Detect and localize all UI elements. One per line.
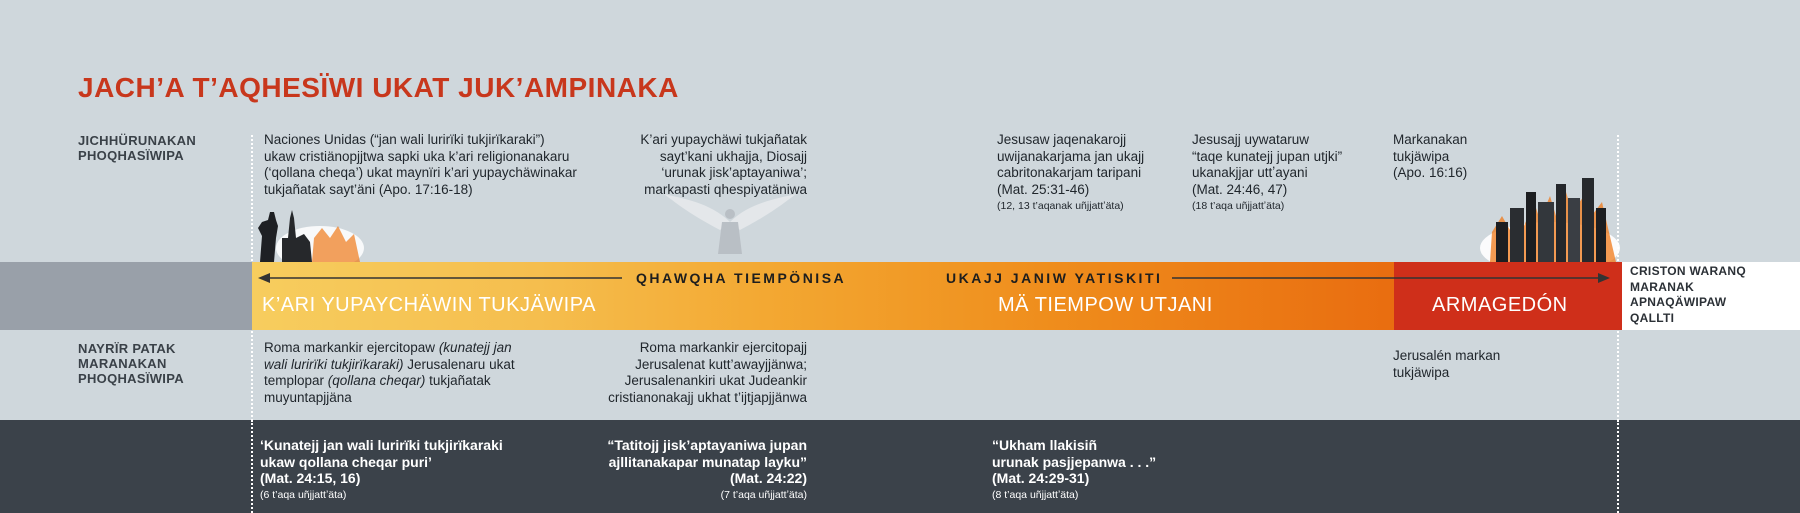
low-text-roman-army <box>264 340 515 406</box>
city-destruction-illustration <box>1476 172 1624 262</box>
text-line: ukanakjjar uttʼayani <box>1192 165 1308 180</box>
angel-illustration <box>660 192 800 262</box>
text-line: tukjañatak sayt’äni (Apo. 17:16-18) <box>264 181 473 197</box>
text-line: (Mat. 24:46, 47) <box>1192 181 1288 197</box>
bottom-quote-cut-short <box>560 437 807 503</box>
text-line: (Mat. 25:31-46) <box>997 181 1090 197</box>
bottom-quote-tribulation <box>992 437 1156 503</box>
top-text-judgment <box>997 132 1144 215</box>
text-line: Jesusaw jaqenakarojj <box>997 132 1127 147</box>
text-line: “Tatitojj jisk’aptayaniwa jupan <box>607 437 807 453</box>
paragraph-ref: (7 t’aqa uñjjattʼäta) <box>720 488 807 501</box>
paragraph-ref: (8 t’aqa uñjjattʼäta) <box>992 488 1079 501</box>
row-label-top-line: PHOQHASÏWIPA <box>78 148 184 163</box>
text-line: APNAQÄWIPAW <box>1630 295 1727 309</box>
paragraph-ref: (18 t’aqa uñjjattʼäta) <box>1192 200 1285 212</box>
text-line: “taqe kunatejj jupan utjki” <box>1192 148 1343 164</box>
text-line: cabritonakarjam taripani <box>997 165 1142 180</box>
text-line: K’ari yupaychäwi tukjañatak <box>640 132 807 147</box>
text-fragment: templopar <box>264 373 328 388</box>
top-text-shortened <box>600 132 807 198</box>
text-line: Naciones Unidas (“jan wali lurirïki tukjirïkaraki”) <box>264 132 545 147</box>
row-label-low-line: MARANAKAN <box>78 356 167 371</box>
axis-label-right: UKAJJ JANIW YATISKITI <box>946 270 1163 286</box>
text-line: tukjäwipa <box>1393 148 1450 164</box>
text-line: ukaw cristiänopjjtwa sapki uka k’ari religionanakaru <box>264 148 570 164</box>
low-text-jerusalem <box>1393 348 1500 381</box>
text-line: Roma markankir ejercitopajj <box>639 340 807 355</box>
text-line: ukaw qollana cheqar puri’ <box>260 453 432 470</box>
row-label-low-line: PHOQHASÏWIPA <box>78 371 184 386</box>
text-line: Markanakan <box>1393 132 1468 147</box>
text-line <box>264 340 515 357</box>
end-dotted-line-bottom <box>1617 420 1619 513</box>
text-fragment: wali lurirïki tukjirïkaraki) <box>264 356 404 372</box>
text-line: “Ukham llakisiñ <box>992 437 1098 453</box>
text-line: Jesusajj uywataruw <box>1192 132 1310 147</box>
text-line: sayt’kani ukhajja, Diosajj <box>659 148 807 164</box>
text-fragment: (qollana cheqar) <box>327 373 426 388</box>
text-line: ajllitanakapar munatap layku” <box>608 453 807 470</box>
text-line: MARANAK <box>1630 279 1695 294</box>
band-segment-period: MÄ TIEMPOW UTJANI <box>998 294 1213 316</box>
text-fragment: tukjañatak <box>425 373 491 388</box>
row-label-low-line: NAYRÏR PATAK <box>78 341 176 356</box>
text-line: CRISTON WARANQ <box>1630 264 1746 278</box>
text-line: ‘Kunatejj jan wali lurirïki tukjirïkaraki <box>260 437 503 453</box>
text-line: uwijanakarjama jan ukajj <box>997 148 1145 164</box>
text-line: QALLTI <box>1630 310 1675 325</box>
text-line: (‘qollana cheqa’) ukat maynïri k’ari yupaychäwinakar <box>264 165 577 180</box>
text-line <box>264 357 515 374</box>
text-line: ‘urunak jisk’aptayaniwa’; <box>661 165 807 180</box>
text-line: tukjäwipa <box>1393 364 1450 380</box>
band-label-cell <box>0 262 252 330</box>
text-fragment: Roma markankir ejercitopaw <box>264 340 439 355</box>
text-line: cristianonakajj ukhat t’ijtjapjjänwa <box>608 389 807 405</box>
bottom-quote-abomination <box>260 437 503 503</box>
text-line: (Mat. 24:22) <box>729 470 807 486</box>
text-line: (Mat. 24:15, 16) <box>260 470 361 486</box>
top-text-un <box>264 132 577 198</box>
paragraph-ref: (6 t’aqa uñjjattʼäta) <box>260 488 347 501</box>
axis-arrows <box>252 262 1622 296</box>
text-line: Jerusalenat kutt’awayjjänwa; <box>635 356 807 372</box>
text-fragment: Jerusalenaru ukat <box>403 356 515 372</box>
millennium-label <box>1630 264 1746 326</box>
top-text-slave <box>1192 132 1342 215</box>
paragraph-ref: (12, 13 t’aqanak uñjjattʼäta) <box>997 200 1124 212</box>
text-fragment: (kunatejj jan <box>438 340 512 355</box>
row-label-low <box>78 341 184 386</box>
page-title: JACH’A T’AQHESÏWI UKAT JUK’AMPINAKA <box>78 72 679 103</box>
low-text-army-withdrew <box>570 340 807 406</box>
text-line: (Apo. 16:16) <box>1393 165 1468 180</box>
text-line: markapasti qhespiyatäniwa <box>644 181 807 197</box>
band-segment-armageddon: ARMAGEDÓN <box>1432 294 1568 316</box>
row-label-top-line: JICHHÜRUNAKAN <box>78 133 197 148</box>
soldier-church-illustration <box>252 198 364 262</box>
text-line: Jerusalenankiri ukat Judeankir <box>624 373 807 388</box>
start-dotted-line-bottom <box>251 420 253 513</box>
text-line: muyuntapjjäna <box>264 389 352 405</box>
text-line <box>264 373 515 390</box>
top-text-nations <box>1393 132 1467 182</box>
text-line: (Mat. 24:29-31) <box>992 470 1090 486</box>
text-line: urunak pasjjepanwa . . .” <box>992 453 1157 470</box>
axis-label-left: QHAWQHA TIEMPÖNISA <box>636 270 847 286</box>
text-line: Jerusalén markan <box>1393 348 1501 363</box>
band-segment-religion: K’ARI YUPAYCHÄWIN TUKJÄWIPA <box>262 294 596 316</box>
row-label-top <box>78 133 196 163</box>
